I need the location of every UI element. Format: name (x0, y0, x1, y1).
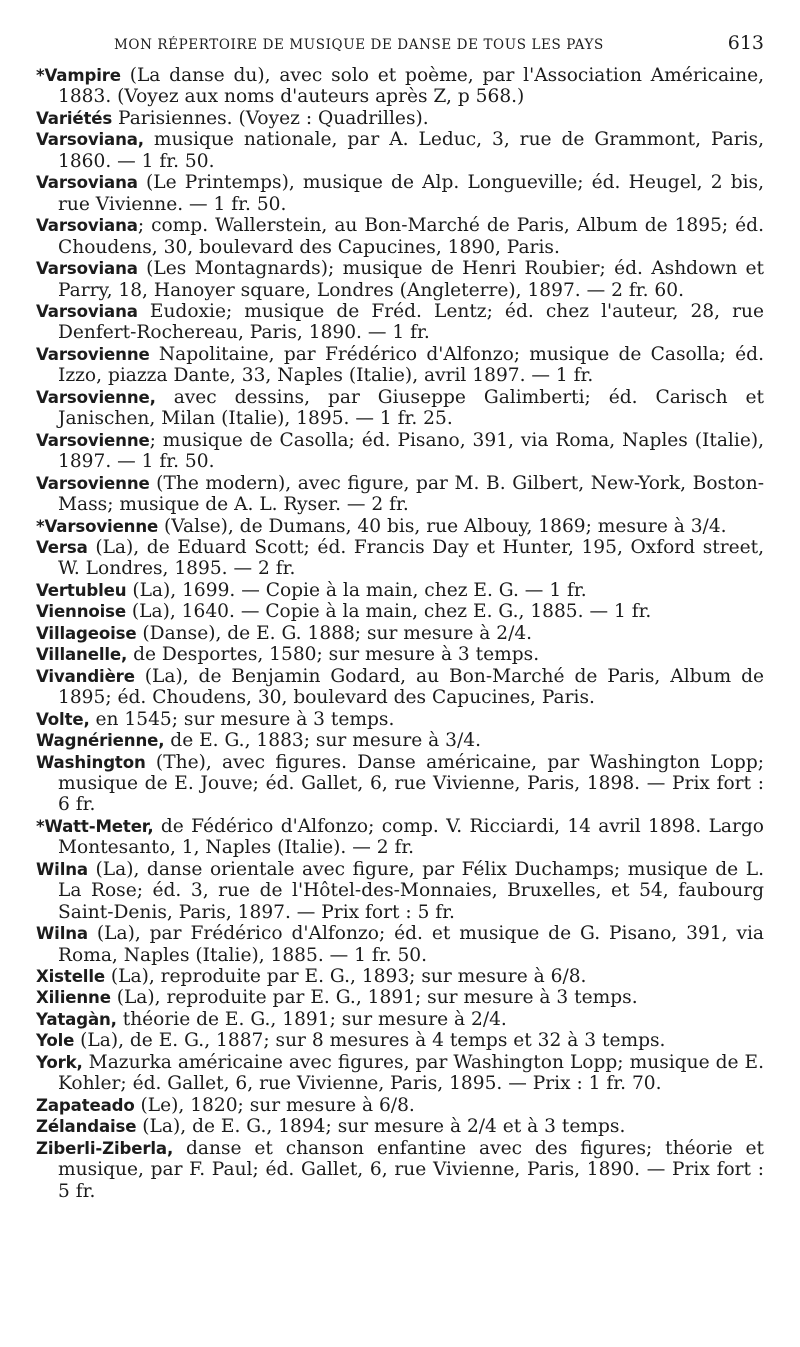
dictionary-entry (36, 580, 764, 601)
page-number: 613 (727, 32, 764, 54)
entry-headword: York, (36, 1052, 83, 1072)
entry-headword: Varsoviana (36, 216, 138, 236)
entry-headword: Zélandaise (36, 1117, 137, 1137)
entry-headword: Villanelle, (36, 645, 128, 665)
dictionary-entry (36, 730, 764, 751)
entry-headword: *Watt-Meter, (36, 816, 154, 836)
entry-headword: Versa (36, 537, 88, 557)
entry-headword: Volte, (36, 709, 90, 729)
entry-text: ; musique de Casolla; éd. Pisano, 391, via Roma, Naples (Italie), 1897. — 1 fr. 50. (58, 429, 764, 473)
dictionary-entry (36, 537, 764, 580)
dictionary-entry (36, 129, 764, 172)
dictionary-entry (36, 108, 764, 129)
dictionary-entry (36, 1009, 764, 1030)
entry-text: (The modern), avec figure, par M. B. Gilbert, New-York, Boston-Mass; musique de A. L. Ryser. — 2 fr. (58, 472, 764, 516)
entry-headword: Xistelle (36, 967, 105, 987)
entry-text: (La), de Eduard Scott; éd. Francis Day et Hunter, 195, Oxford street, W. Londres, 1895. — 2 fr. (58, 536, 764, 580)
entry-text: (Les Montagnards); musique de Henri Roubier; éd. Ashdown et Parry, 18, Hanoyer square, Londres (Angleterre), 1897. — 2 fr. 60. (58, 258, 764, 301)
dictionary-entry (36, 752, 764, 816)
dictionary-entry (36, 65, 764, 108)
entry-text: (La), 1699. — Copie à la main, chez E. G. — 1 fr. (126, 579, 587, 601)
entry-headword: *Vampire (36, 66, 121, 85)
entry-headword: Vivandière (36, 666, 135, 686)
dictionary-entry (36, 644, 764, 665)
entry-headword: Vertubleu (36, 580, 127, 600)
dictionary-entry (36, 987, 764, 1008)
dictionary-entry (36, 387, 764, 430)
dictionary-entry (36, 516, 764, 537)
dictionary-entry (36, 344, 764, 387)
entry-text: de Fédérico d'Alfonzo; comp. V. Ricciardi, 14 avril 1898. Largo Montesanto, 1, Naples (Italie). — 2 fr. (58, 815, 764, 859)
running-head (36, 32, 764, 54)
entry-headword: *Varsovienne (36, 516, 159, 536)
dictionary-entry (36, 709, 764, 730)
dictionary-entry (36, 859, 764, 923)
entry-text: de E. G., 1883; sur mesure à 3/4. (164, 730, 482, 752)
entry-headword: Varsovienne (36, 430, 150, 450)
entry-text: Napolitaine, par Frédérico d'Alfonzo; musique de Casolla; éd. Izzo, piazza Dante, 33, Naples (Italie), avril 1897. — 1 fr. (58, 343, 764, 387)
entry-text: Parisiennes. (Voyez : Quadrilles). (112, 107, 429, 129)
entry-text: (Le), 1820; sur mesure à 6/8. (134, 1094, 415, 1116)
entry-text: théorie de E. G., 1891; sur mesure à 2/4. (116, 1008, 507, 1030)
entry-text: en 1545; sur mesure à 3 temps. (89, 708, 395, 730)
entry-text: (La), reproduite par E. G., 1891; sur mesure à 3 temps. (110, 987, 638, 1009)
dictionary-entry (36, 666, 764, 709)
entry-headword: Varsovienne (36, 344, 150, 364)
entry-headword: Varsovienne (36, 473, 150, 493)
entry-text: (La), danse orientale avec figure, par Félix Duchamps; musique de L. La Rose; éd. 3, rue de l'Hôtel-des-Monnaies, Bruxelles, et 54, faubourg Saint-Denis, Paris, 1897. — Prix fort : 5 fr. (58, 858, 764, 923)
entry-text: Eudoxie; musique de Fréd. Lentz; éd. chez l'auteur, 28, rue Denfert-Rochereau, Paris, 1890. — 1 fr. (58, 300, 764, 344)
entry-text: musique nationale, par A. Leduc, 3, rue de Grammont, Paris, 1860. — 1 fr. 50. (58, 129, 764, 172)
dictionary-entry (36, 430, 764, 473)
entry-headword: Wilna (36, 924, 88, 944)
entry-list (36, 65, 764, 1202)
running-title: MON RÉPERTOIRE DE MUSIQUE DE DANSE DE TOUS LES PAYS (114, 37, 604, 53)
dictionary-entry (36, 301, 764, 344)
entry-headword: Varsovienne, (36, 387, 156, 407)
dictionary-entry (36, 1052, 764, 1095)
dictionary-entry (36, 258, 764, 301)
entry-text: (La), de E. G., 1887; sur 8 mesures à 4 temps et 32 à 3 temps. (74, 1030, 666, 1052)
dictionary-entry (36, 601, 764, 622)
entry-text: (La danse du), avec solo et poème, par l'Association Américaine, 1883. (Voyez aux noms d'auteurs après Z, p 568.) (58, 65, 764, 108)
entry-headword: Ziberli-Ziberla, (36, 1138, 174, 1158)
entry-text: (La), 1640. — Copie à la main, chez E. G., 1885. — 1 fr. (126, 601, 652, 623)
entry-text: (Le Printemps), musique de Alp. Longueville; éd. Heugel, 2 bis, rue Vivienne. — 1 fr. 50. (58, 172, 764, 215)
dictionary-entry (36, 172, 764, 215)
entry-headword: Zapateado (36, 1095, 135, 1115)
entry-text: (La), de Benjamin Godard, au Bon-Marché de Paris, Album de 1895; éd. Choudens, 30, boulevard des Capucines, Paris. (58, 665, 764, 709)
dictionary-entry (36, 923, 764, 966)
entry-text: de Desportes, 1580; sur mesure à 3 temps. (127, 644, 540, 666)
entry-text: (The), avec figures. Danse américaine, par Washington Lopp; musique de E. Jouve; éd. Gallet, 6, rue Vivienne, Paris, 1898. — Prix fort : 6 fr. (58, 751, 764, 816)
entry-headword: Wilna (36, 859, 88, 879)
entry-headword: Variétés (36, 108, 113, 128)
entry-headword: Villageoise (36, 623, 137, 643)
entry-text: Mazurka américaine avec figures, par Washington Lopp; musique de E. Kohler; éd. Gallet, 6, rue Vivienne, Paris, 1895. — Prix : 1 fr. 70. (58, 1051, 764, 1095)
entry-headword: Varsoviana, (36, 130, 144, 150)
entry-text: (Danse), de E. G. 1888; sur mesure à 2/4. (136, 622, 533, 644)
dictionary-entry (36, 966, 764, 987)
entry-headword: Wagnérienne, (36, 731, 165, 751)
dictionary-entry (36, 473, 764, 516)
entry-headword: Varsoviana (36, 301, 138, 321)
entry-text: (La), de E. G., 1894; sur mesure à 2/4 et à 3 temps. (136, 1116, 626, 1138)
entry-text: avec dessins, par Giuseppe Galimberti; éd. Carisch et Janischen, Milan (Italie), 1895. — 1 fr. 25. (58, 386, 764, 430)
entry-headword: Yatagàn, (36, 1009, 117, 1029)
entry-headword: Xilienne (36, 988, 111, 1008)
entry-text: (Valse), de Dumans, 40 bis, rue Albouy, 1869; mesure à 3/4. (158, 515, 727, 537)
entry-headword: Washington (36, 752, 146, 772)
entry-headword: Yole (36, 1031, 75, 1051)
entry-text: danse et chanson enfantine avec des figures; théorie et musique, par F. Paul; éd. Gallet, 6, rue Vivienne, Paris, 1890. — Prix fort : 5 fr. (58, 1137, 764, 1202)
dictionary-entry (36, 1095, 764, 1116)
entry-headword: Varsoviana (36, 259, 138, 279)
dictionary-entry (36, 1116, 764, 1137)
entry-headword: Viennoise (36, 602, 126, 622)
dictionary-entry (36, 1138, 764, 1202)
entry-text: (La), reproduite par E. G., 1893; sur mesure à 6/8. (104, 966, 587, 988)
dictionary-entry (36, 1030, 764, 1051)
entry-text: (La), par Frédérico d'Alfonzo; éd. et musique de G. Pisano, 391, via Roma, Naples (Italie), 1885. — 1 fr. 50. (58, 923, 764, 966)
entry-text: ; comp. Wallerstein, au Bon-Marché de Paris, Album de 1895; éd. Choudens, 30, boulevard des Capucines, 1890, Paris. (58, 215, 764, 258)
entry-headword: Varsoviana (36, 173, 138, 193)
dictionary-entry (36, 816, 764, 859)
dictionary-entry (36, 623, 764, 644)
dictionary-entry (36, 215, 764, 258)
